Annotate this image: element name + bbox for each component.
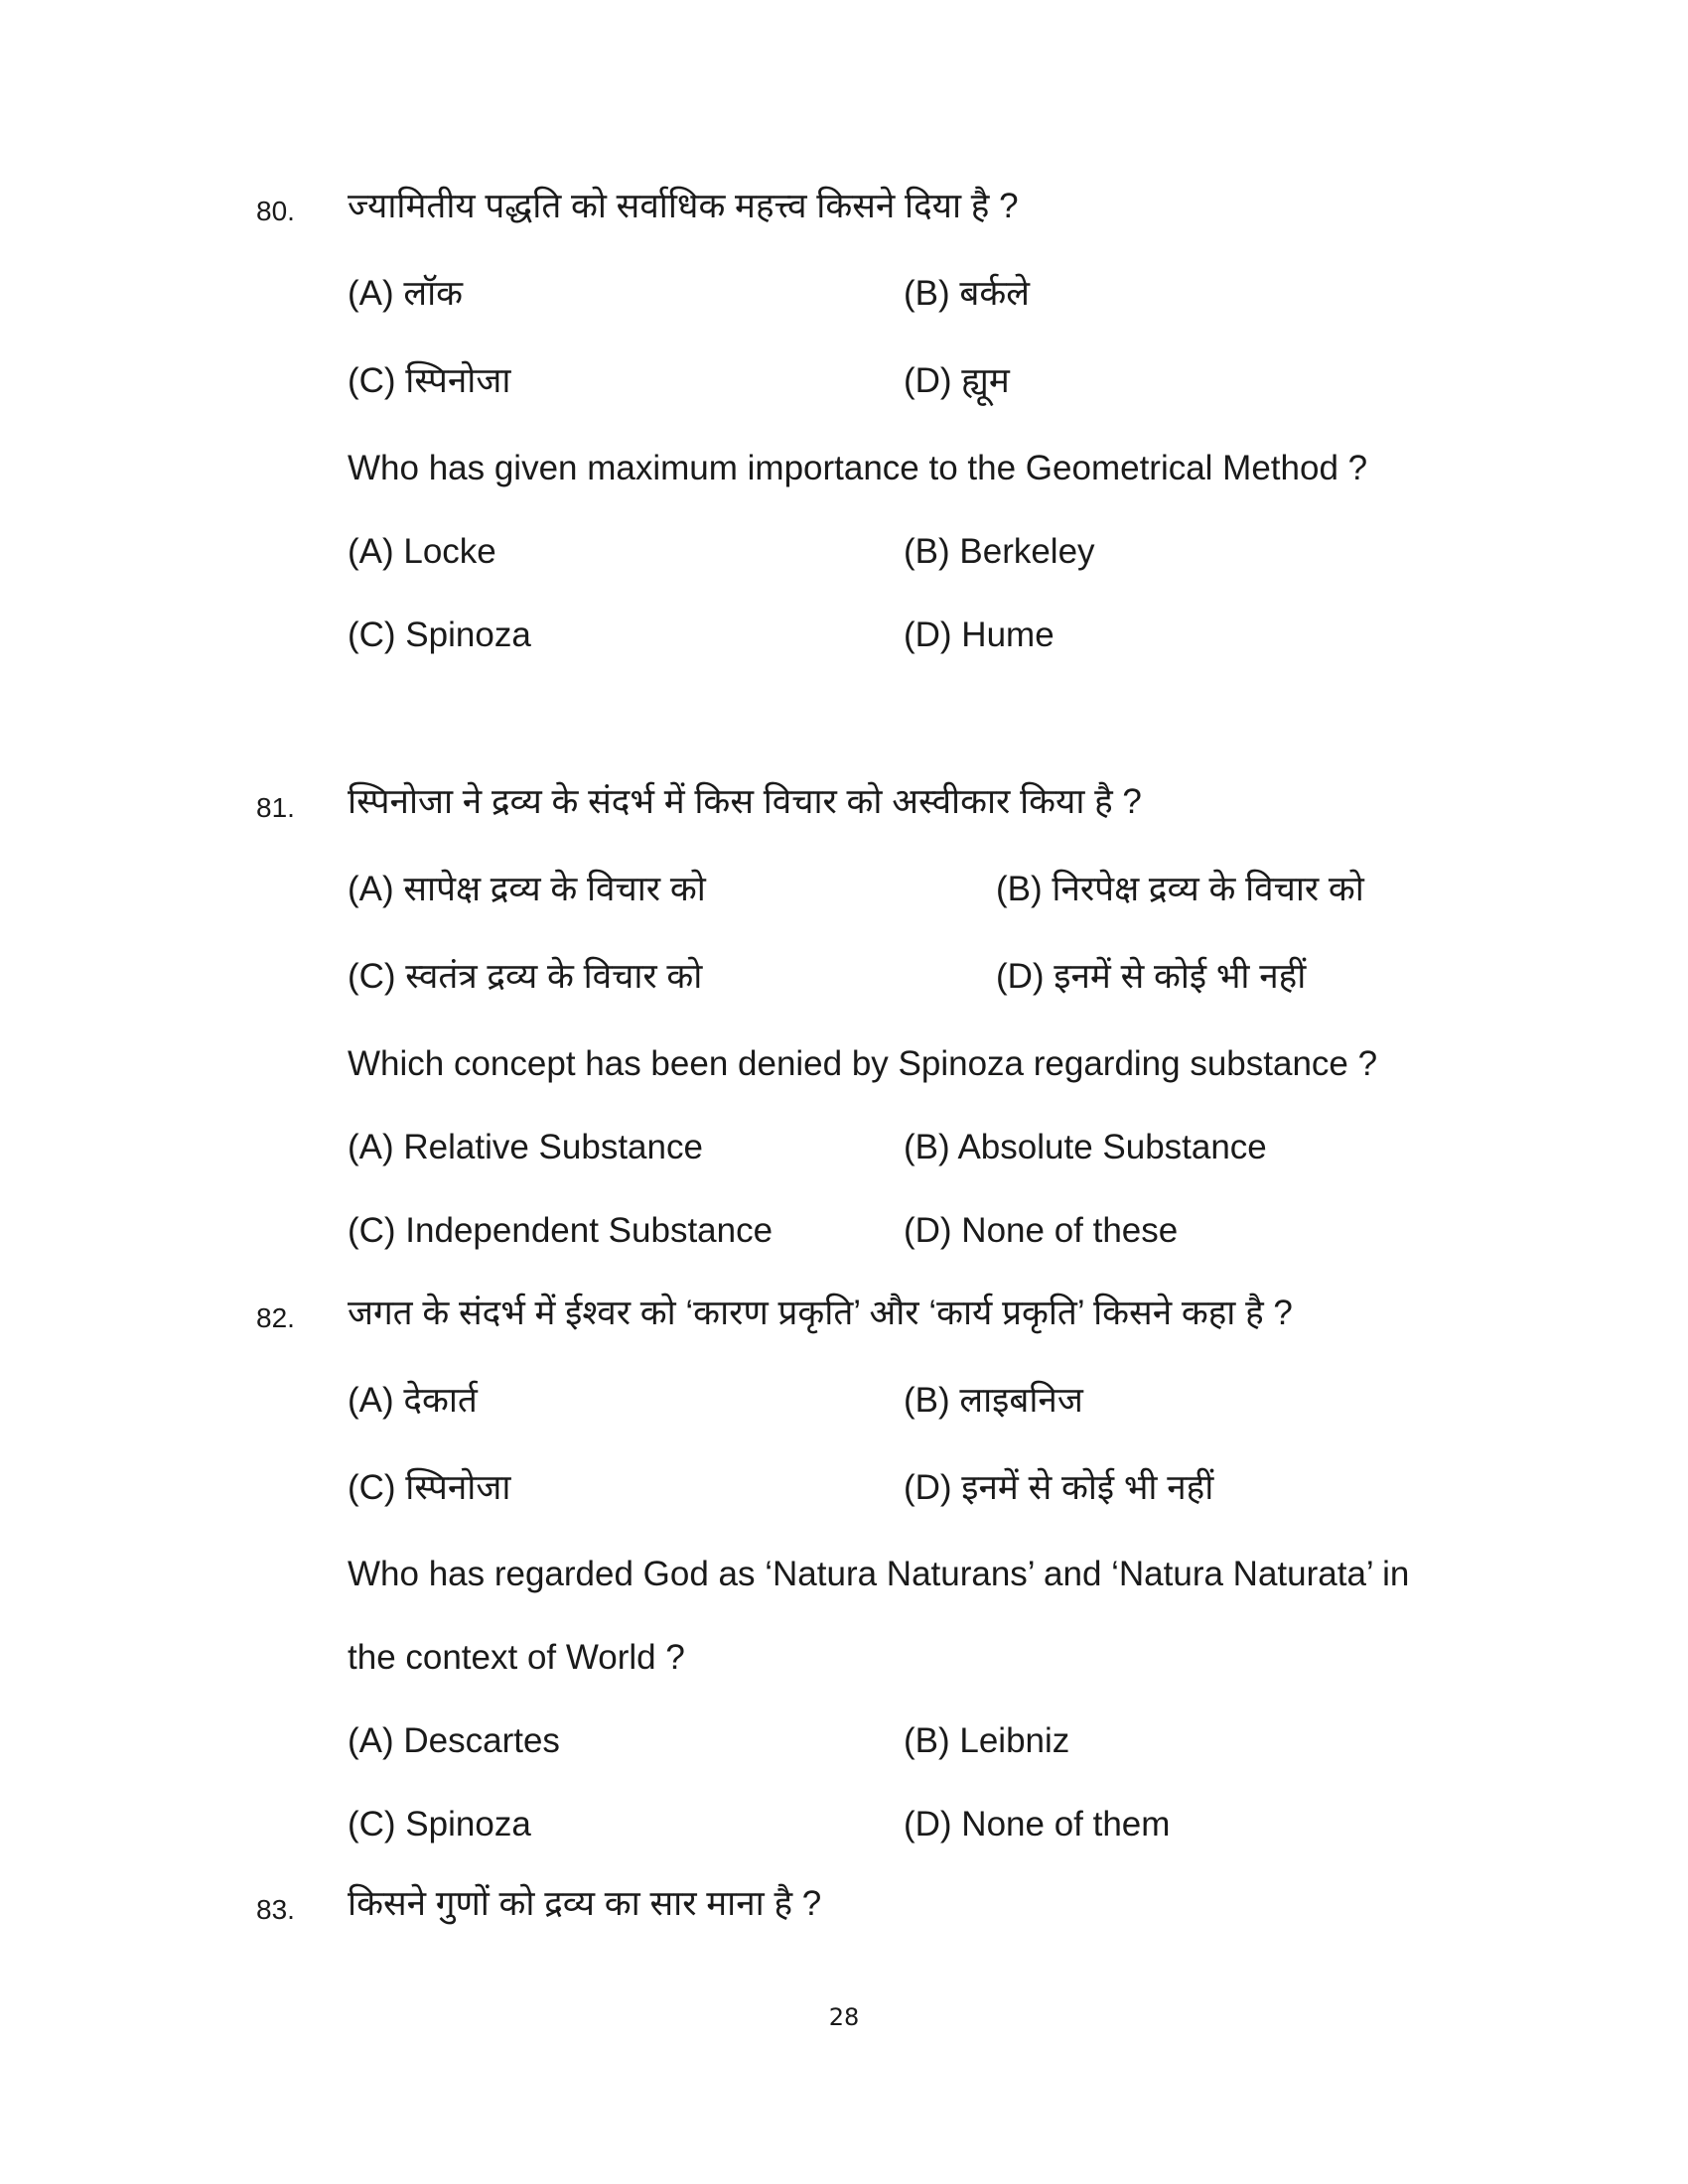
question-text-hindi: जगत के संदर्भ में ईश्वर को ‘कारण प्रकृति’ और ‘कार्य प्रकृति’ किसने कहा है ? [348,1294,1293,1332]
option-a-english: (A) Locke [348,532,496,571]
option-b-hindi: (B) लाइबनिज [904,1381,1083,1420]
option-a-hindi: (A) देकार्त [348,1381,478,1420]
option-a-hindi: (A) लॉक [348,274,464,313]
question-text-english: Who has given maximum importance to the Geometrical Method ? [348,449,1368,487]
option-b-hindi: (B) निरपेक्ष द्रव्य के विचार को [996,870,1364,908]
option-b-hindi: (B) बर्कले [904,274,1030,313]
option-d-hindi: (D) ह्यूम [904,361,1010,400]
option-c-english: (C) Independent Substance [348,1211,774,1250]
question-text-hindi: स्पिनोजा ने द्रव्य के संदर्भ में किस विचार को अस्वीकार किया है ? [348,782,1142,821]
option-d-hindi: (D) इनमें से कोई भी नहीं [904,1468,1214,1507]
question-text-english-continued: the context of World ? [348,1638,685,1677]
question-text-english: Who has regarded God as ‘Natura Naturans’ and ‘Natura Naturata’ in [348,1555,1410,1593]
option-c-hindi: (C) स्पिनोजा [348,1468,511,1507]
option-b-english: (B) Absolute Substance [904,1128,1267,1166]
option-b-english: (B) Berkeley [904,532,1095,571]
question-text-english: Which concept has been denied by Spinoza regarding substance ? [348,1044,1378,1083]
question-number: 81. [256,792,295,823]
page-number: 28 [828,2003,860,2031]
option-d-english: (D) None of these [904,1211,1179,1250]
question-number: 80. [256,196,295,226]
question-text-hindi: ज्यामितीय पद्धति को सर्वाधिक महत्त्व किसने दिया है ? [348,187,1019,225]
question-number: 83. [256,1894,295,1925]
option-a-hindi: (A) सापेक्ष द्रव्य के विचार को [348,870,706,908]
option-c-hindi: (C) स्पिनोजा [348,361,511,400]
option-d-hindi: (D) इनमें से कोई भी नहीं [996,957,1307,996]
option-d-english: (D) None of them [904,1805,1171,1843]
option-c-hindi: (C) स्वतंत्र द्रव्य के विचार को [348,957,703,996]
option-d-english: (D) Hume [904,615,1055,654]
option-a-english: (A) Descartes [348,1721,560,1760]
option-b-english: (B) Leibniz [904,1721,1070,1760]
option-c-english: (C) Spinoza [348,1805,531,1843]
question-text-hindi: किसने गुणों को द्रव्य का सार माना है ? [348,1884,822,1923]
option-a-english: (A) Relative Substance [348,1128,703,1166]
question-number: 82. [256,1302,295,1333]
option-c-english: (C) Spinoza [348,615,531,654]
